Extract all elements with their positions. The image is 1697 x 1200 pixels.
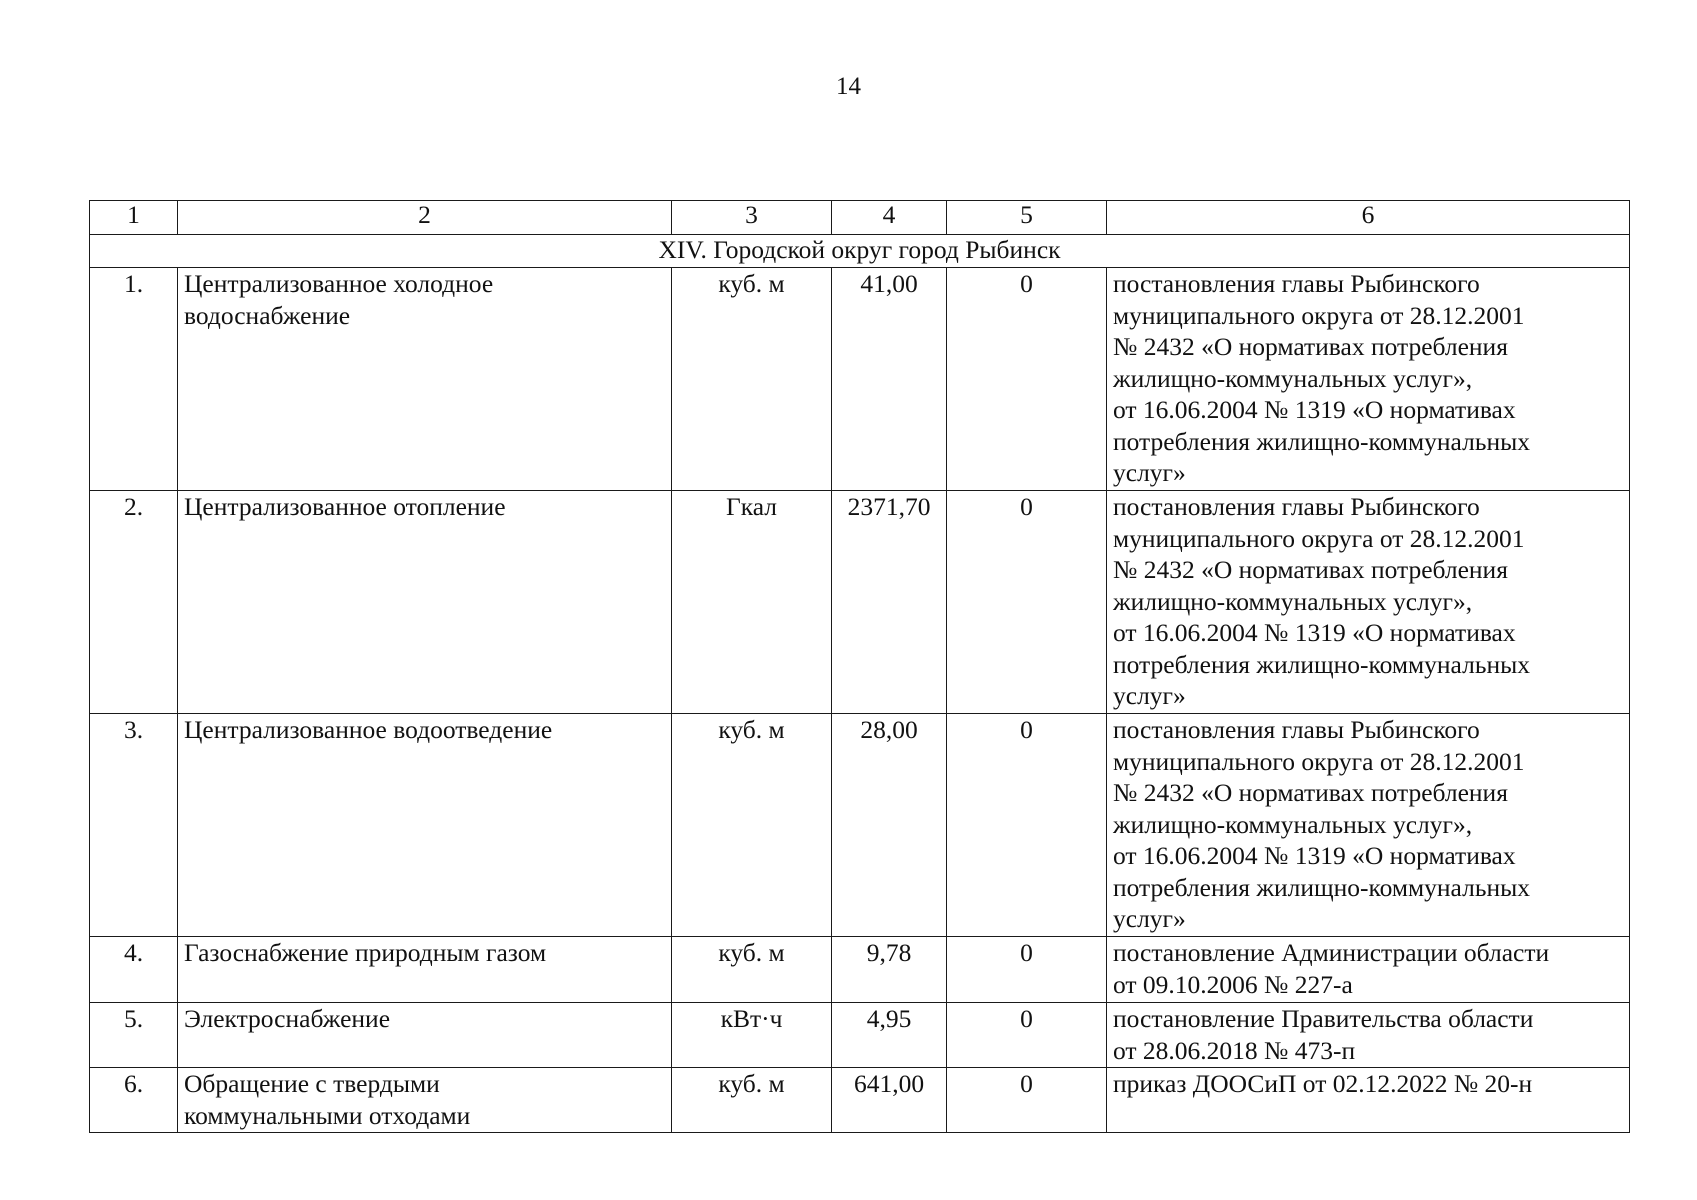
unit: куб. м bbox=[672, 937, 832, 1003]
unit: Гкал bbox=[672, 491, 832, 714]
row-number: 5. bbox=[90, 1003, 178, 1068]
legal-basis-line: № 2432 «О нормативах потребления bbox=[1113, 332, 1508, 361]
column-5-value: 0 bbox=[947, 937, 1107, 1003]
legal-basis-line: приказ ДООСиП от 02.12.2022 № 20-н bbox=[1113, 1069, 1533, 1098]
row-number: 3. bbox=[90, 714, 178, 937]
column-header: 6 bbox=[1107, 201, 1630, 235]
norm-value: 28,00 bbox=[832, 714, 947, 937]
legal-basis-line: постановление Правительства области bbox=[1113, 1004, 1534, 1033]
row-number: 2. bbox=[90, 491, 178, 714]
legal-basis-line: услуг» bbox=[1113, 458, 1186, 487]
legal-basis-line: потребления жилищно-коммунальных bbox=[1113, 872, 1530, 902]
column-5-value: 0 bbox=[947, 1003, 1107, 1068]
column-header: 1 bbox=[90, 201, 178, 235]
column-header: 2 bbox=[178, 201, 672, 235]
legal-basis-line: от 16.06.2004 № 1319 «О нормативах bbox=[1113, 395, 1516, 424]
table-row bbox=[90, 491, 1630, 714]
service-name-line: Централизованное холодное bbox=[184, 269, 494, 298]
row-number: 4. bbox=[90, 937, 178, 1003]
legal-basis-line: постановления главы Рыбинского bbox=[1113, 715, 1480, 744]
legal-basis-line: муниципального округа от 28.12.2001 bbox=[1113, 523, 1525, 553]
legal-basis bbox=[1107, 1003, 1630, 1068]
norm-value: 641,00 bbox=[832, 1068, 947, 1133]
norms-table bbox=[89, 200, 1630, 1133]
legal-basis-line: от 16.06.2004 № 1319 «О нормативах bbox=[1113, 841, 1516, 870]
table-header-row bbox=[90, 201, 1630, 235]
service-name bbox=[178, 491, 672, 714]
service-name-line: Обращение с твердыми bbox=[184, 1069, 440, 1098]
legal-basis-line: постановления главы Рыбинского bbox=[1113, 492, 1480, 521]
table-row bbox=[90, 268, 1630, 491]
norm-value: 2371,70 bbox=[832, 491, 947, 714]
service-name-line: коммунальными отходами bbox=[184, 1100, 471, 1130]
section-title: XIV. Городской округ город Рыбинск bbox=[90, 235, 1630, 268]
legal-basis-line: жилищно-коммунальных услуг», bbox=[1113, 586, 1473, 616]
legal-basis-line: № 2432 «О нормативах потребления bbox=[1113, 778, 1508, 807]
legal-basis bbox=[1107, 714, 1630, 937]
legal-basis-line: муниципального округа от 28.12.2001 bbox=[1113, 746, 1525, 776]
legal-basis-line: потребления жилищно-коммунальных bbox=[1113, 649, 1530, 679]
unit: куб. м bbox=[672, 1068, 832, 1133]
legal-basis bbox=[1107, 937, 1630, 1003]
column-5-value: 0 bbox=[947, 268, 1107, 491]
unit: куб. м bbox=[672, 714, 832, 937]
service-name bbox=[178, 714, 672, 937]
norm-value: 41,00 bbox=[832, 268, 947, 491]
column-header: 4 bbox=[832, 201, 947, 235]
legal-basis-line: жилищно-коммунальных услуг», bbox=[1113, 363, 1473, 393]
legal-basis-line: постановление Администрации области bbox=[1113, 938, 1550, 967]
service-name-line: Электроснабжение bbox=[184, 1004, 391, 1033]
unit: кВт·ч bbox=[672, 1003, 832, 1068]
table-row bbox=[90, 714, 1630, 937]
legal-basis-line: постановления главы Рыбинского bbox=[1113, 269, 1480, 298]
column-5-value: 0 bbox=[947, 1068, 1107, 1133]
column-header: 3 bbox=[672, 201, 832, 235]
service-name-line: Газоснабжение природным газом bbox=[184, 938, 547, 967]
service-name bbox=[178, 937, 672, 1003]
column-5-value: 0 bbox=[947, 491, 1107, 714]
service-name bbox=[178, 1068, 672, 1133]
table-row bbox=[90, 1003, 1630, 1068]
service-name bbox=[178, 1003, 672, 1068]
norm-value: 4,95 bbox=[832, 1003, 947, 1068]
service-name-line: Централизованное водоотведение bbox=[184, 715, 553, 744]
legal-basis-line: услуг» bbox=[1113, 904, 1186, 933]
legal-basis bbox=[1107, 491, 1630, 714]
legal-basis-line: услуг» bbox=[1113, 681, 1186, 710]
table-row bbox=[90, 1068, 1630, 1133]
service-name bbox=[178, 268, 672, 491]
norm-value: 9,78 bbox=[832, 937, 947, 1003]
legal-basis-line: от 16.06.2004 № 1319 «О нормативах bbox=[1113, 618, 1516, 647]
legal-basis-line: муниципального округа от 28.12.2001 bbox=[1113, 300, 1525, 330]
legal-basis-line: жилищно-коммунальных услуг», bbox=[1113, 809, 1473, 839]
legal-basis bbox=[1107, 268, 1630, 491]
legal-basis-line: потребления жилищно-коммунальных bbox=[1113, 426, 1530, 456]
column-header: 5 bbox=[947, 201, 1107, 235]
unit: куб. м bbox=[672, 268, 832, 491]
service-name-line: водоснабжение bbox=[184, 300, 351, 330]
legal-basis-line: от 28.06.2018 № 473-п bbox=[1113, 1035, 1356, 1065]
table-row bbox=[90, 937, 1630, 1003]
legal-basis bbox=[1107, 1068, 1630, 1133]
column-5-value: 0 bbox=[947, 714, 1107, 937]
row-number: 1. bbox=[90, 268, 178, 491]
page-number: 14 bbox=[836, 73, 861, 100]
legal-basis-line: № 2432 «О нормативах потребления bbox=[1113, 555, 1508, 584]
section-row bbox=[90, 235, 1630, 268]
service-name-line: Централизованное отопление bbox=[184, 492, 506, 521]
row-number: 6. bbox=[90, 1068, 178, 1133]
legal-basis-line: от 09.10.2006 № 227-а bbox=[1113, 969, 1353, 999]
